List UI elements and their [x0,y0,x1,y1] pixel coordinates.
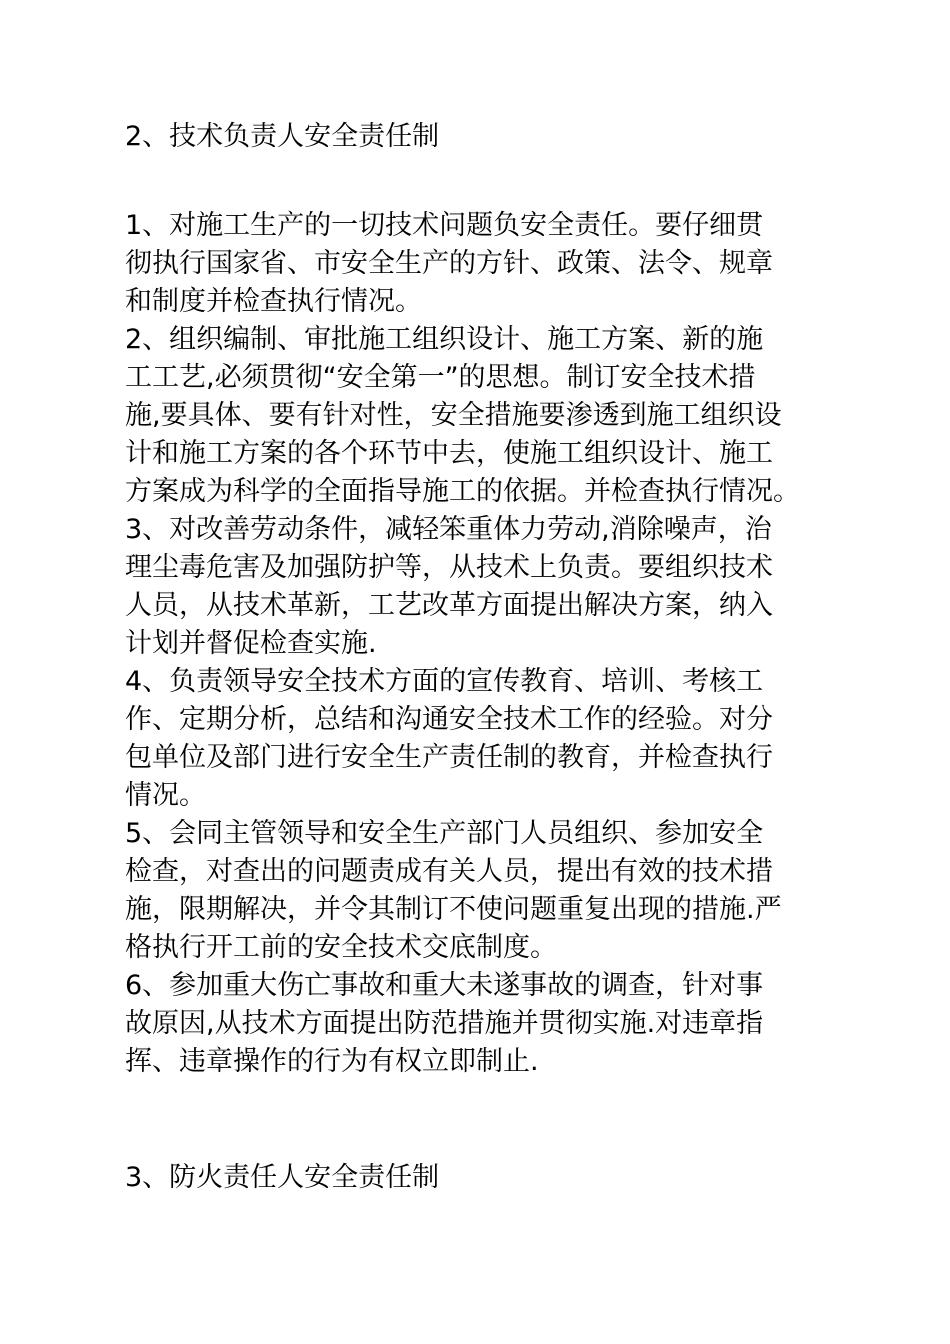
body-line: 施，限期解决，并令其制订不使问题重复出现的措施.严 [125,894,782,925]
body-line: 格执行开工前的安全技术交底制度。 [125,932,557,963]
body-line: 理尘毒危害及加强防护等，从技术上负责。要组织技术 [125,552,773,583]
body-line: 1、对施工生产的一切技术问题负安全责任。要仔细贯 [125,210,764,241]
body-line: 人员，从技术革新，工艺改革方面提出解决方案，纳入 [125,590,773,621]
body-line: 4、负责领导安全技术方面的宣传教育、培训、考核工 [125,666,764,697]
body-line: 2、组织编制、审批施工组织设计、施工方案、新的施 [125,324,764,355]
body-line: 5、会同主管领导和安全生产部门人员组织、参加安全 [125,818,764,849]
body-line: 计划并督促检查实施. [125,628,377,659]
body-line: 检查，对查出的问题责成有关人员，提出有效的技术措 [125,856,773,887]
body-line: 故原因,从技术方面提出防范措施并贯彻实施.对违章指 [125,1008,764,1039]
section-3-heading: 3、防火责任人安全责任制 [125,1162,440,1193]
body-line: 情况。 [125,780,206,811]
body-line: 计和施工方案的各个环节中去，使施工组织设计、施工 [125,438,773,469]
section-2-heading: 2、技术负责人安全责任制 [125,121,440,152]
body-line: 6、参加重大伤亡事故和重大未遂事故的调查，针对事 [125,970,764,1001]
body-line: 包单位及部门进行安全生产责任制的教育，并检查执行 [125,742,773,773]
body-line: 施,要具体、要有针对性，安全措施要渗透到施工组织设 [125,400,782,431]
body-line: 3、对改善劳动条件，减轻笨重体力劳动,消除噪声，治 [125,514,772,545]
body-line: 挥、违章操作的行为有权立即制止. [125,1046,539,1077]
body-line: 工工艺,必须贯彻“安全第一”的思想。制订安全技术措 [125,362,756,393]
body-line: 和制度并检查执行情况。 [125,286,422,317]
section-2-body [125,207,845,1081]
body-line: 方案成为科学的全面指导施工的依据。并检查执行情况。 [125,476,800,507]
body-line: 彻执行国家省、市安全生产的方针、政策、法令、规章 [125,248,773,279]
body-line: 作、定期分析，总结和沟通安全技术工作的经验。对分 [125,704,773,735]
